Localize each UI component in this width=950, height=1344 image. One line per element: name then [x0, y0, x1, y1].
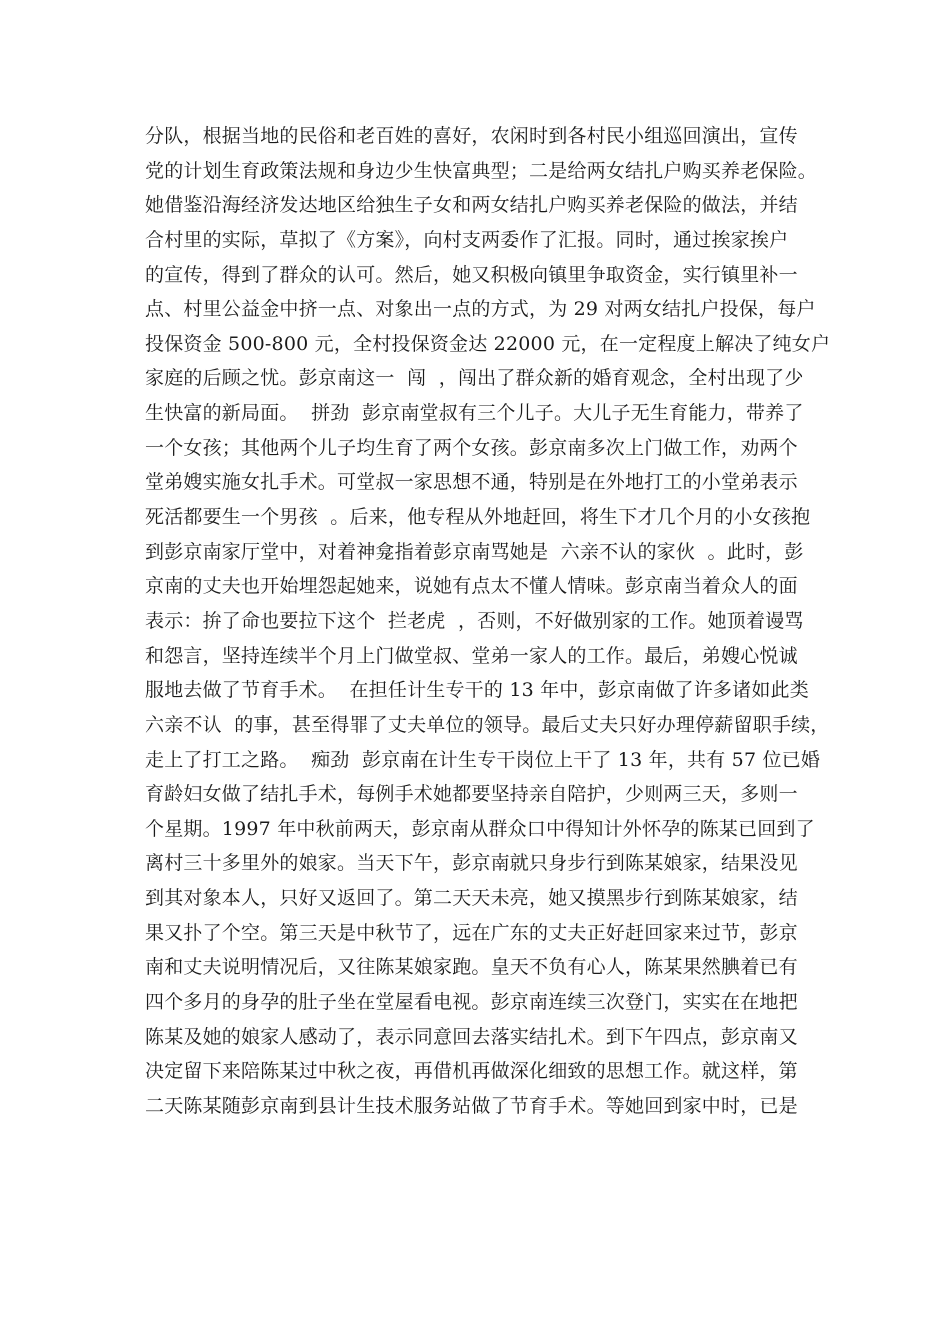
text-line: 个星期。1997 年中秋前两天，彭京南从群众口中得知计外怀孕的陈某已回到了	[145, 817, 815, 840]
text-line: 党的计划生育政策法规和身边少生快富典型；二是给两女结扎户购买养老保险。	[145, 159, 818, 182]
text-line: 六亲不认 的事，甚至得罪了丈夫单位的领导。最后丈夫只好办理停薪留职手续，	[145, 713, 830, 736]
text-line: 的宣传，得到了群众的认可。然后，她又积极向镇里争取资金，实行镇里补一	[145, 263, 798, 286]
text-line: 合村里的实际，草拟了《方案》，向村支两委作了汇报。同时，通过挨家挨户	[145, 228, 789, 251]
text-line: 服地去做了节育手术。 在担任计生专干的 13 年中，彭京南做了许多诸如此类	[145, 679, 809, 702]
text-line: 堂弟嫂实施女扎手术。可堂叔一家思想不通，特别是在外地打工的小堂弟表示	[145, 471, 798, 494]
text-line: 育龄妇女做了结扎手术，每例手术她都要坚持亲自陪护，少则两三天，多则一	[145, 783, 798, 806]
text-line: 京南的丈夫也开始埋怨起她来，说她有点太不懂人情味。彭京南当着众人的面	[145, 575, 798, 598]
text-line: 走上了打工之路。 痴劲 彭京南在计生专干岗位上干了 13 年，共有 57 位已婚	[145, 748, 821, 771]
text-line: 果又扑了个空。第三天是中秋节了，远在广东的丈夫正好赶回家来过节，彭京	[145, 921, 798, 944]
body-text	[145, 119, 831, 1124]
text-line: 离村三十多里外的娘家。当天下午，彭京南就只身步行到陈某娘家，结果没见	[145, 852, 798, 875]
text-line: 四个多月的身孕的肚子坐在堂屋看电视。彭京南连续三次登门，实实在在地把	[145, 991, 798, 1014]
text-line: 和怨言，坚持连续半个月上门做堂叔、堂弟一家人的工作。最后，弟嫂心悦诚	[145, 644, 798, 667]
text-line: 生快富的新局面。 拼劲 彭京南堂叔有三个儿子。大儿子无生育能力，带养了	[145, 402, 804, 425]
text-line: 决定留下来陪陈某过中秋之夜，再借机再做深化细致的思想工作。就这样，第	[145, 1060, 798, 1083]
text-line: 家庭的后顾之忧。彭京南这一 闯 ，闯出了群众新的婚育观念，全村出现了少	[145, 367, 804, 390]
text-line: 表示：拚了命也要拉下这个 拦老虎 ，否则，不好做别家的工作。她顶着谩骂	[145, 609, 804, 632]
text-line: 一个女孩；其他两个儿子均生育了两个女孩。彭京南多次上门做工作，劝两个	[145, 436, 798, 459]
text-line: 分队，根据当地的民俗和老百姓的喜好，农闲时到各村民小组巡回演出，宣传	[145, 125, 798, 147]
text-line: 陈某及她的娘家人感动了，表示同意回去落实结扎术。到下午四点，彭京南又	[145, 1025, 798, 1048]
text-line: 投保资金 500-800 元，全村投保资金达 22000 元，在一定程度上解决了纯女户	[145, 332, 831, 355]
text-line: 到其对象本人，只好又返回了。第二天天未亮，她又摸黑步行到陈某娘家，结	[145, 887, 798, 910]
text-line: 二天陈某随彭京南到县计生技术服务站做了节育手术。等她回到家中时，已是	[145, 1094, 798, 1117]
text-line: 点、村里公益金中挤一点、对象出一点的方式，为 29 对两女结扎户投保，每户	[145, 298, 816, 321]
text-line: 南和丈夫说明情况后，又往陈某娘家跑。皇天不负有心人，陈某果然腆着已有	[145, 956, 798, 979]
text-line: 死活都要生一个男孩 。后来，他专程从外地赶回，将生下才几个月的小女孩抱	[145, 506, 811, 529]
text-line: 到彭京南家厅堂中，对着神龛指着彭京南骂她是 六亲不认的家伙 。此时，彭	[145, 540, 804, 563]
text-line: 她借鉴沿海经济发达地区给独生子女和两女结扎户购买养老保险的做法，并结	[145, 194, 798, 217]
